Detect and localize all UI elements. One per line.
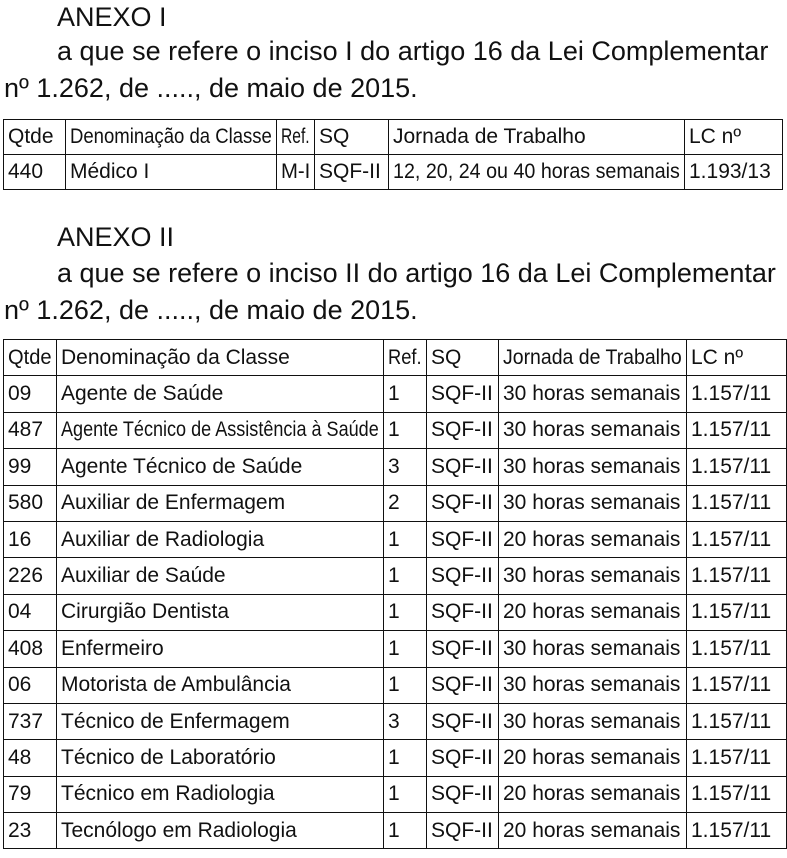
annex2-cell-qtde: 09 — [4, 376, 57, 412]
annex2-cell-qtde: 16 — [4, 521, 57, 557]
annex2-cell-ref: 1 — [384, 631, 427, 667]
annex1-paragraph-line1: a que se refere o inciso I do artigo 16 da Lei Complementar — [57, 36, 769, 66]
annex2-cell-lc: 1.157/11 — [687, 449, 787, 485]
annex2-cell-jornada: 20 horas semanais — [499, 776, 687, 812]
annex2-cell-lc: 1.157/11 — [687, 813, 787, 849]
annex2-cell-qtde: 23 — [4, 813, 57, 849]
annex2-cell-qtde: 226 — [4, 558, 57, 594]
annex2-table-row — [4, 667, 787, 703]
annex2-cell-jornada: 20 horas semanais — [499, 740, 687, 776]
annex2-table-row — [4, 813, 787, 849]
annex2-cell-denominacao: Auxiliar de Saúde — [57, 558, 384, 594]
annex2-cell-ref: 1 — [384, 521, 427, 557]
annex2-header-jornada: Jornada de Trabalho — [499, 340, 687, 376]
annex2-cell-jornada: 30 horas semanais — [499, 631, 687, 667]
annex2-cell-sq: SQF-II — [427, 412, 499, 448]
annex1-cell-qtde: 440 — [4, 155, 66, 190]
annex2-cell-jornada: 30 horas semanais — [499, 667, 687, 703]
annex1-header-lc: LC nº — [685, 120, 783, 155]
annex2-cell-qtde: 580 — [4, 485, 57, 521]
annex2-cell-lc: 1.157/11 — [687, 412, 787, 448]
annex1-header-row — [4, 120, 783, 155]
annex2-cell-lc: 1.157/11 — [687, 594, 787, 630]
annex1-cell-ref: M-I — [277, 155, 315, 190]
annex2-cell-denominacao: Agente Técnico de Saúde — [57, 449, 384, 485]
annex2-cell-sq: SQF-II — [427, 558, 499, 594]
annex2-cell-lc: 1.157/11 — [687, 703, 787, 739]
annex2-cell-qtde: 79 — [4, 776, 57, 812]
annex2-cell-sq: SQF-II — [427, 740, 499, 776]
annex2-cell-denominacao: Enfermeiro — [57, 631, 384, 667]
annex2-cell-lc: 1.157/11 — [687, 558, 787, 594]
annex2-cell-sq: SQF-II — [427, 485, 499, 521]
annex2-cell-ref: 1 — [384, 376, 427, 412]
annex2-header-row — [4, 340, 787, 376]
annex2-cell-sq: SQF-II — [427, 521, 499, 557]
annex2-cell-lc: 1.157/11 — [687, 667, 787, 703]
annex2-paragraph-line2: nº 1.262, de ....., de maio de 2015. — [4, 295, 418, 325]
annex1-table — [3, 119, 783, 190]
annex1-header-sq: SQ — [315, 120, 389, 155]
annex2-table-row — [4, 521, 787, 557]
annex1-cell-lc: 1.193/13 — [685, 155, 783, 190]
annex2-cell-jornada: 20 horas semanais — [499, 813, 687, 849]
annex2-cell-jornada: 20 horas semanais — [499, 521, 687, 557]
annex2-cell-denominacao: Motorista de Ambulância — [57, 667, 384, 703]
annex1-cell-denominacao: Médico I — [66, 155, 277, 190]
annex2-cell-denominacao: Agente de Saúde — [57, 376, 384, 412]
annex2-cell-lc: 1.157/11 — [687, 485, 787, 521]
annex2-cell-ref: 1 — [384, 813, 427, 849]
annex2-cell-sq: SQF-II — [427, 776, 499, 812]
annex2-cell-jornada: 20 horas semanais — [499, 594, 687, 630]
annex2-heading: ANEXO II — [57, 222, 175, 252]
annex2-cell-ref: 1 — [384, 776, 427, 812]
annex1-cell-sq: SQF-II — [315, 155, 389, 190]
annex2-table-row — [4, 776, 787, 812]
annex2-cell-jornada: 30 horas semanais — [499, 449, 687, 485]
annex2-header-qtde: Qtde — [4, 340, 57, 376]
annex2-cell-lc: 1.157/11 — [687, 740, 787, 776]
annex2-table-row — [4, 558, 787, 594]
annex2-cell-lc: 1.157/11 — [687, 776, 787, 812]
annex1-header-ref: Ref. — [277, 120, 315, 155]
annex2-cell-denominacao: Auxiliar de Radiologia — [57, 521, 384, 557]
annex2-table-row — [4, 594, 787, 630]
annex2-cell-qtde: 48 — [4, 740, 57, 776]
annex2-cell-sq: SQF-II — [427, 667, 499, 703]
annex2-table-row — [4, 376, 787, 412]
annex2-cell-sq: SQF-II — [427, 376, 499, 412]
annex2-cell-qtde: 06 — [4, 667, 57, 703]
annex2-table-row — [4, 449, 787, 485]
annex2-cell-sq: SQF-II — [427, 631, 499, 667]
annex2-cell-ref: 3 — [384, 703, 427, 739]
annex2-table-row — [4, 703, 787, 739]
annex2-header-ref: Ref. — [384, 340, 427, 376]
annex2-cell-ref: 1 — [384, 594, 427, 630]
annex2-cell-qtde: 737 — [4, 703, 57, 739]
annex2-header-denominacao: Denominação da Classe — [57, 340, 384, 376]
annex1-paragraph-line2: nº 1.262, de ....., de maio de 2015. — [4, 73, 418, 103]
annex2-cell-qtde: 487 — [4, 412, 57, 448]
annex2-cell-qtde: 04 — [4, 594, 57, 630]
annex2-table-row — [4, 631, 787, 667]
annex2-cell-ref: 2 — [384, 485, 427, 521]
annex1-header-qtde: Qtde — [4, 120, 66, 155]
annex1-header-denominacao: Denominação da Classe — [66, 120, 277, 155]
annex2-cell-jornada: 30 horas semanais — [499, 703, 687, 739]
annex2-header-lc: LC nº — [687, 340, 787, 376]
annex2-cell-jornada: 30 horas semanais — [499, 485, 687, 521]
annex2-cell-denominacao: Técnico de Laboratório — [57, 740, 384, 776]
annex2-cell-ref: 1 — [384, 412, 427, 448]
annex2-paragraph — [4, 255, 782, 329]
annex2-cell-jornada: 30 horas semanais — [499, 412, 687, 448]
annex2-cell-sq: SQF-II — [427, 813, 499, 849]
annex1-heading: ANEXO I — [57, 2, 167, 32]
annex2-cell-sq: SQF-II — [427, 594, 499, 630]
annex2-cell-jornada: 30 horas semanais — [499, 376, 687, 412]
annex1-header-jornada: Jornada de Trabalho — [389, 120, 685, 155]
annex2-cell-denominacao: Auxiliar de Enfermagem — [57, 485, 384, 521]
annex2-cell-lc: 1.157/11 — [687, 521, 787, 557]
annex2-paragraph-line1: a que se refere o inciso II do artigo 16 da Lei Complementar — [57, 258, 776, 288]
annex2-cell-sq: SQF-II — [427, 449, 499, 485]
annex2-cell-ref: 1 — [384, 558, 427, 594]
annex2-header-sq: SQ — [427, 340, 499, 376]
annex2-cell-denominacao: Cirurgião Dentista — [57, 594, 384, 630]
annex2-cell-lc: 1.157/11 — [687, 376, 787, 412]
annex2-table-row — [4, 485, 787, 521]
annex2-table-row — [4, 740, 787, 776]
annex2-cell-ref: 3 — [384, 449, 427, 485]
annex2-cell-qtde: 408 — [4, 631, 57, 667]
annex2-cell-jornada: 30 horas semanais — [499, 558, 687, 594]
annex2-cell-lc: 1.157/11 — [687, 631, 787, 667]
annex2-cell-qtde: 99 — [4, 449, 57, 485]
annex2-table — [3, 339, 787, 849]
annex2-cell-denominacao: Técnico em Radiologia — [57, 776, 384, 812]
annex1-table-row — [4, 155, 783, 190]
annex2-cell-ref: 1 — [384, 667, 427, 703]
annex2-cell-denominacao: Agente Técnico de Assistência à Saúde — [57, 412, 384, 448]
annex2-cell-denominacao: Tecnólogo em Radiologia — [57, 813, 384, 849]
annex1-cell-jornada: 12, 20, 24 ou 40 horas semanais — [389, 155, 685, 190]
annex2-cell-ref: 1 — [384, 740, 427, 776]
annex2-cell-denominacao: Técnico de Enfermagem — [57, 703, 384, 739]
annex2-table-row — [4, 412, 787, 448]
annex1-paragraph — [4, 33, 782, 107]
annex2-cell-sq: SQF-II — [427, 703, 499, 739]
